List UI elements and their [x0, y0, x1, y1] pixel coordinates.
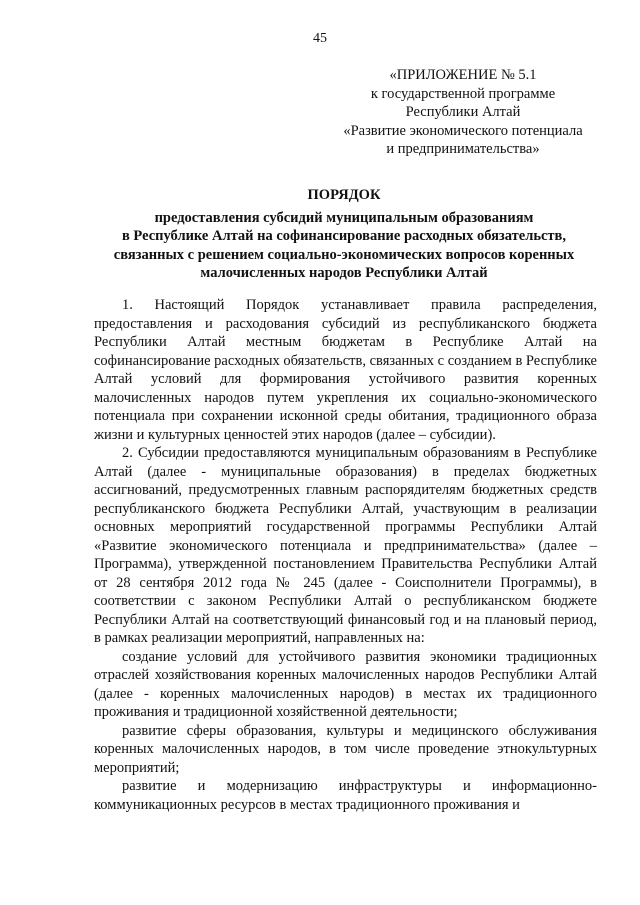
title-line: в Республике Алтай на софинансирование расходных обязательств, [121, 228, 567, 244]
paragraph-3: создание условий для устойчивого развития экономики традиционных отраслей хозяйствования коренных малочисленных народов Республики Алтай (далее - коренных малочисленных народов) в местах их традиционного проживания и традиционной хозяйственной деятельности; [94, 648, 597, 720]
appendix-header [330, 66, 596, 159]
paragraph-2: 2. Субсидии предоставляются муниципальным образованиям в Республике Алтай (далее - муниципальные образования) в пределах бюджетных ассигнований, предусмотренных главным распорядителям бюджетных средств республиканского бюджета Республики Алтай, участвующим в реализации основных мероприятий государственной программы Республики Алтай «Развитие экономического потенциала и предпринимательства» (далее – Программа), утвержденной постановлением Правительства Республики Алтай от 28 сентября 2012 года № 245 (далее - Соисполнители Программы), в соответствии с законом Республики Алтай о республиканском бюджете Республики Алтай на соответствующий финансовый год и на плановый период, в рамках реализации мероприятий, направленных на: [94, 445, 597, 646]
document-body [94, 296, 597, 814]
appendix-line: «Развитие экономического потенциала [343, 122, 583, 139]
appendix-line: Республики Алтай [405, 104, 521, 120]
title-line: предоставления субсидий муниципальным образованиям [154, 209, 534, 226]
appendix-line: и предпринимательства» [386, 141, 540, 157]
title-heading: ПОРЯДОК [307, 187, 381, 203]
appendix-line: «ПРИЛОЖЕНИЕ № 5.1 [389, 67, 537, 83]
appendix-line: к государственной программе [370, 85, 556, 102]
title-line: малочисленных народов Республики Алтай [200, 265, 488, 281]
document-title [94, 186, 594, 283]
paragraph-5: развитие и модернизацию инфраструктуры и информационно-коммуникационных ресурсов в местах традиционного проживания и [94, 778, 597, 813]
title-line: связанных с решением социально-экономических вопросов коренных [113, 246, 575, 263]
page-number: 45 [313, 31, 327, 46]
paragraph-4: развитие сферы образования, культуры и медицинского обслуживания коренных малочисленных народов, в том числе проведение этнокультурных мероприятий; [94, 722, 597, 776]
paragraph-1: 1. Настоящий Порядок устанавливает правила распределения, предоставления и расходования субсидий из республиканского бюджета Республики Алтай местным бюджетам в Республике Алтай на софинансирование расходных обязательств, связанных с созданием в Республике Алтай условий для формирования устойчивого развития коренных малочисленных народов путем укрепления их социально-экономического потенциала при сохранении исконной среды обитания, традиционного образа жизни и культурных ценностей этих народов (далее – субсидии). [94, 297, 597, 443]
